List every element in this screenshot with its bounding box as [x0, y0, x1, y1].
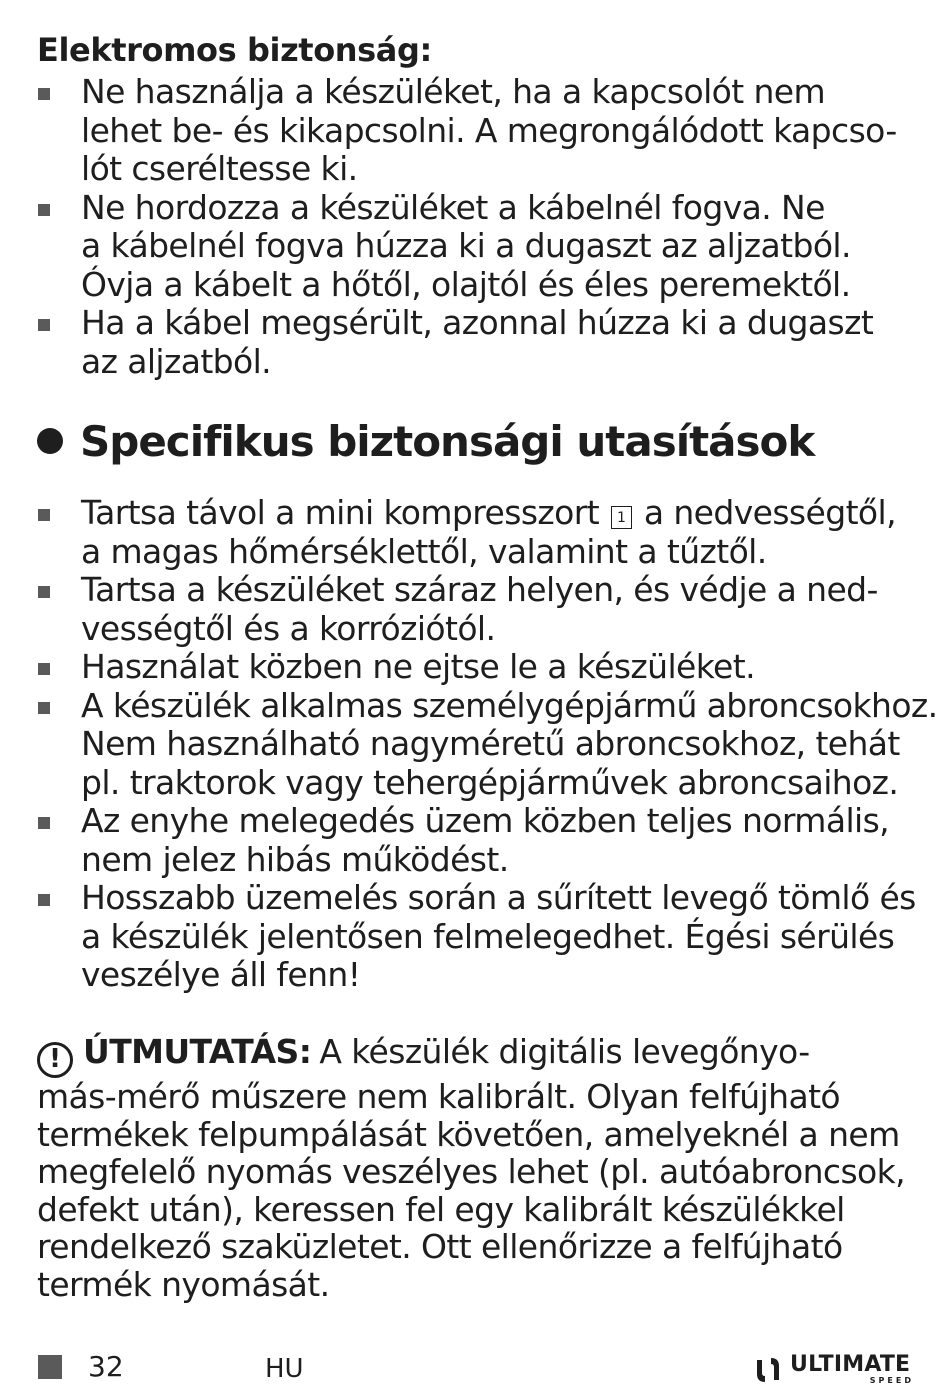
square-bullet-icon: [38, 817, 50, 829]
electrical-safety-list: [0, 73, 950, 381]
note-line: más-mérő műszere nem kalibrált. Olyan felfújható: [37, 1077, 841, 1116]
list-item-line: az aljzatból.: [81, 341, 272, 381]
filled-circle-icon: [37, 428, 63, 454]
list-item-line: pl. traktorok vagy tehergépjárművek abroncsaihoz.: [81, 762, 899, 802]
note-line: termék nyomását.: [37, 1264, 330, 1304]
list-item-line: Az enyhe melegedés üzem közben teljes normális,: [81, 801, 890, 840]
specific-safety-list: [0, 494, 950, 995]
square-bullet-icon: [38, 319, 50, 331]
square-bullet-icon: [38, 509, 50, 521]
list-item-line: veszélye áll fenn!: [81, 955, 361, 994]
square-bullet-icon: [38, 663, 50, 675]
list-item: [0, 494, 950, 571]
square-bullet-icon: [38, 88, 50, 100]
page-title: Specifikus biztonsági utasítások: [80, 416, 815, 466]
list-item: [0, 571, 950, 648]
square-bullet-icon: [38, 586, 50, 598]
main-heading: [37, 413, 814, 469]
note-line: termékek felpumpálását követően, amelyeknél a nem: [37, 1114, 900, 1154]
note-text: A készülék digitális levegőnyo-: [319, 1032, 810, 1071]
brand-logo: [752, 1352, 918, 1388]
list-item-line: a magas hőmérséklettől, valamint a tűztől.: [81, 531, 767, 571]
list-item-text: a nedvességtől,: [643, 493, 896, 532]
list-item: [0, 189, 950, 305]
list-item-line: Ne hordozza a készüléket a kábelnél fogva. Ne: [81, 187, 825, 227]
list-item-line: Nem használható nagyméretű abroncsokhoz, tehát: [81, 724, 900, 763]
note-first-line: [37, 1033, 927, 1078]
section-heading-electrical-safety: Elektromos biztonság:: [37, 31, 432, 69]
list-item: [0, 802, 950, 879]
square-bullet-icon: [38, 702, 50, 714]
note-block: [37, 1033, 927, 1303]
list-item-line: Ne használja a készüléket, ha a kapcsolót nem: [81, 72, 826, 111]
note-line: defekt után), keressen fel egy kalibrált készülékkel: [37, 1189, 845, 1229]
list-item-line: vességtől és a korróziótól.: [81, 608, 496, 648]
note-line: megfelelő nyomás veszélyes lehet (pl. autóabroncsok,: [37, 1152, 906, 1191]
note-label: ÚTMUTATÁS:: [83, 1032, 312, 1071]
list-item-line: Óvja a kábelt a hőtől, olajtól és éles peremektől.: [81, 264, 851, 304]
square-bullet-icon: [38, 204, 50, 216]
list-item-line: Hosszabb üzemelés során a sűrített levegő tömlő és: [81, 878, 916, 917]
footer-square-icon: [38, 1355, 62, 1379]
list-item-line: a készülék jelentősen felmelegedhet. Égési sérülés: [81, 916, 895, 956]
list-item: [0, 879, 950, 995]
list-item: [0, 648, 950, 687]
list-item: [0, 304, 950, 381]
page-number: 32: [88, 1350, 124, 1383]
list-item-line: Használat közben ne ejtse le a készüléket.: [81, 647, 755, 686]
ultimate-speed-logo-icon: [752, 1354, 784, 1386]
reference-number-box: 1: [611, 506, 632, 529]
square-bullet-icon: [38, 894, 50, 906]
brand-name: ULTIMATE: [790, 1352, 911, 1377]
list-item-line: Tartsa a készüléket száraz helyen, és védje a ned-: [81, 570, 878, 609]
list-item-line: Ha a kábel megsérült, azonnal húzza ki a dugaszt: [81, 303, 874, 342]
list-item: [0, 687, 950, 803]
list-item-line: lehet be- és kikapcsolni. A megrongálódott kapcso-: [81, 110, 897, 150]
list-item-line: lót cseréltesse ki.: [81, 149, 358, 188]
exclamation-circle-icon: !: [37, 1042, 73, 1078]
list-item-line: [81, 494, 930, 533]
list-item-text: Tartsa távol a mini kompresszort: [81, 493, 600, 532]
language-code: HU: [265, 1354, 304, 1384]
list-item-line: nem jelez hibás működést.: [81, 839, 509, 879]
list-item-line: A készülék alkalmas személygépjármű abroncsokhoz.: [81, 685, 938, 725]
brand-subtitle: SPEED: [869, 1376, 914, 1385]
note-line: rendelkező szaküzletet. Ott ellenőrizze a felfújható: [37, 1227, 843, 1266]
list-item: [0, 73, 950, 189]
list-item-line: a kábelnél fogva húzza ki a dugaszt az aljzatból.: [81, 226, 851, 265]
